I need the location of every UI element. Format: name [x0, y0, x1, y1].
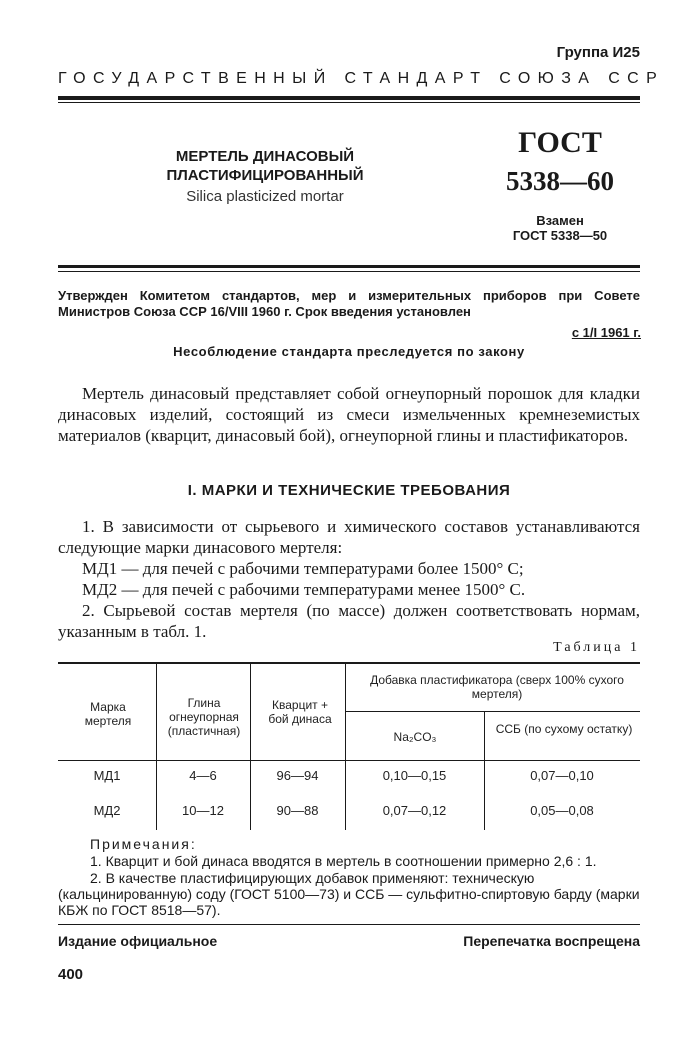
table-label: Таблица 1 [553, 640, 640, 655]
table-top-border [58, 662, 640, 664]
cell-grade: МД2 [93, 803, 121, 818]
notes-heading: Примечания: [90, 836, 197, 852]
table-additive-divider [345, 711, 640, 712]
reprint-prohibited: Перепечатка воспрещена [463, 933, 640, 949]
header-quartzite: Кварцит + бой динаса [268, 698, 332, 726]
section-title: I. МАРКИ И ТЕХНИЧЕСКИЕ ТРЕБОВАНИЯ [187, 482, 511, 499]
clause-2: 2. Сырьевой состав мертеля (по массе) должен соответствовать нормам, указанным в табл. 1. [58, 601, 640, 641]
cell-quartzite: 90—88 [276, 803, 319, 818]
cell-na2co3: 0,10—0,15 [382, 768, 447, 783]
table-row [58, 803, 640, 825]
title-rule-thin [58, 271, 640, 272]
cell-clay: 4—6 [189, 768, 217, 783]
cell-ssb: 0,05—0,08 [530, 803, 594, 818]
document-title [140, 147, 390, 185]
footer-rule [58, 924, 640, 925]
header-ssb: ССБ (по сухому остатку) [495, 722, 633, 736]
intro-paragraph: Мертель динасовый представляет собой огнеупорный порошок для кладки динасовых изделий, состоящий из смеси измельченных кремнеземистых материалов (кварцит, динасовый бой), огнеупорной глины и пластификаторов. [58, 384, 640, 445]
cell-grade: МД1 [93, 768, 121, 783]
title-line-1: МЕРТЕЛЬ ДИНАСОВЫЙ [175, 148, 355, 165]
title-line-2: ПЛАСТИФИЦИРОВАННЫЙ [166, 167, 364, 184]
replaces-line-2: ГОСТ 5338—50 [512, 228, 608, 243]
replaces-block [490, 213, 630, 243]
page-number: 400 [58, 966, 84, 983]
document-subtitle: Silica plasticized mortar [186, 188, 344, 205]
replaces-line-1: Взамен [536, 213, 584, 228]
approval-line-2: Министров Союза ССР 16/VIII 1960 г. Срок введения установлен [58, 304, 471, 319]
gost-number: 5338—60 [506, 166, 614, 196]
header-na2co3: Na₂CO₃ [393, 730, 437, 744]
approval-date: с 1/I 1961 г. [571, 325, 641, 340]
edition-official: Издание официальное [58, 933, 218, 949]
header-rule-thin [58, 102, 640, 103]
law-notice: Несоблюдение стандарта преследуется по закону [173, 344, 525, 359]
cell-quartzite: 96—94 [276, 768, 319, 783]
table-row [58, 768, 640, 790]
table-header-bottom-border [58, 760, 640, 761]
cell-clay: 10—12 [182, 803, 224, 818]
header-clay: Глина огнеупорная (пластичная) [167, 696, 241, 738]
clause-1: 1. В зависимости от сырьевого и химического составов устанавливаются следующие марки динасового мертеля: [58, 517, 640, 557]
header-additive: Добавка пластификатора (сверх 100% сухого мертеля) [370, 673, 624, 701]
header-grade: Марка мертеля [84, 700, 132, 728]
title-rule-thick [58, 265, 640, 268]
note-1: 1. Кварцит и бой динаса вводятся в мертель в соотношении примерно 2,6 : 1. [90, 853, 597, 869]
approval-line-1: Утвержден Комитетом стандартов, мер и измерительных приборов при Совете [58, 288, 640, 303]
note-2: 2. В качестве пластифицирующих добавок применяют: техническую (кальцинированную) соду (ГОСТ 5100—73) и ССБ — сульфитно-спиртовую барду (марки КБЖ по ГОСТ 8518—57). [58, 870, 640, 918]
grade-md2-description: МД2 — для печей с рабочими температурами менее 1500° С. [82, 580, 526, 599]
cell-na2co3: 0,07—0,12 [382, 803, 447, 818]
grade-md1-description: МД1 — для печей с рабочими температурами более 1500° С; [82, 559, 524, 578]
cell-ssb: 0,07—0,10 [530, 768, 594, 783]
header-rule-thick [58, 96, 640, 100]
gost-label: ГОСТ [518, 126, 602, 159]
group-code: Группа И25 [556, 44, 640, 61]
state-standard-heading: ГОСУДАРСТВЕННЫЙ СТАНДАРТ СОЮЗА ССР [58, 70, 665, 87]
